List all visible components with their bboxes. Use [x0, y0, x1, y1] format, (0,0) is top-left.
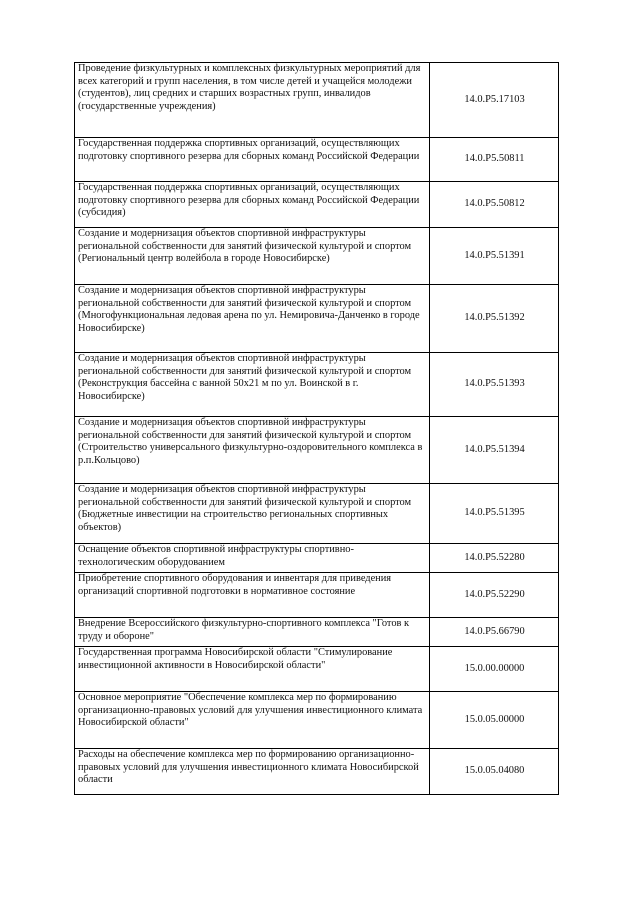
- expense-name-cell: Создание и модернизация объектов спортивной инфраструктуры региональной собственности для занятий физической культурой и спортом (Строительство универсального физкультурно-оздоровительного комплекса в р.п.Кольцово): [75, 417, 430, 484]
- table-row: [75, 484, 559, 544]
- table-row: [75, 544, 559, 573]
- expense-name-cell: Оснащение объектов спортивной инфраструктуры спортивно-технологическим оборудованием: [75, 544, 430, 573]
- expense-name-cell: Расходы на обеспечение комплекса мер по формированию организационно-правовых условий для улучшения инвестиционного климата Новосибирской области: [75, 749, 430, 795]
- target-code-cell: 14.0.P5.52280: [430, 544, 559, 573]
- table-row: [75, 618, 559, 647]
- target-code-cell: 14.0.P5.51393: [430, 353, 559, 417]
- expense-name-cell: Основное мероприятие "Обеспечение комплекса мер по формированию организационно-правовых условий для улучшения инвестиционного климата Новосибирской области": [75, 692, 430, 749]
- budget-classification-table: [74, 62, 559, 795]
- target-code-cell: 15.0.00.00000: [430, 647, 559, 692]
- target-code-cell: 15.0.05.00000: [430, 692, 559, 749]
- table-row: [75, 63, 559, 138]
- target-code-cell: 14.0.P5.52290: [430, 573, 559, 618]
- table-row: [75, 285, 559, 353]
- target-code-cell: 15.0.05.04080: [430, 749, 559, 795]
- target-code-cell: 14.0.P5.51395: [430, 484, 559, 544]
- expense-name-cell: Государственная программа Новосибирской области "Стимулирование инвестиционной активности в Новосибирской области": [75, 647, 430, 692]
- target-code-cell: 14.0.P5.50812: [430, 182, 559, 228]
- table-row: [75, 228, 559, 285]
- target-code-cell: 14.0.P5.51394: [430, 417, 559, 484]
- expense-name-cell: Внедрение Всероссийского физкультурно-спортивного комплекса "Готов к труду и обороне": [75, 618, 430, 647]
- target-code-cell: 14.0.P5.17103: [430, 63, 559, 138]
- expense-name-cell: Создание и модернизация объектов спортивной инфраструктуры региональной собственности для занятий физической культурой и спортом (Региональный центр волейбола в городе Новосибирске): [75, 228, 430, 285]
- expense-name-cell: Государственная поддержка спортивных организаций, осуществляющих подготовку спортивного резерва для сборных команд Российской Федерации (субсидия): [75, 182, 430, 228]
- expense-name-cell: Приобретение спортивного оборудования и инвентаря для приведения организаций спортивной подготовки в нормативное состояние: [75, 573, 430, 618]
- target-code-cell: 14.0.P5.66790: [430, 618, 559, 647]
- target-code-cell: 14.0.P5.50811: [430, 138, 559, 182]
- expense-name-cell: Государственная поддержка спортивных организаций, осуществляющих подготовку спортивного резерва для сборных команд Российской Федерации: [75, 138, 430, 182]
- expense-name-cell: Создание и модернизация объектов спортивной инфраструктуры региональной собственности для занятий физической культурой и спортом (Многофункциональная ледовая арена по ул. Немировича-Данченко в городе Новосибирске): [75, 285, 430, 353]
- table-body: [75, 63, 559, 795]
- table-row: [75, 353, 559, 417]
- table-row: [75, 749, 559, 795]
- expense-name-cell: Создание и модернизация объектов спортивной инфраструктуры региональной собственности для занятий физической культурой и спортом (Реконструкция бассейна с ванной 50x21 м по ул. Воинской в г. Новосибирске): [75, 353, 430, 417]
- table-row: [75, 647, 559, 692]
- table-row: [75, 417, 559, 484]
- target-code-cell: 14.0.P5.51391: [430, 228, 559, 285]
- table-row: [75, 573, 559, 618]
- table-row: [75, 138, 559, 182]
- expense-name-cell: Создание и модернизация объектов спортивной инфраструктуры региональной собственности для занятий физической культурой и спортом (Бюджетные инвестиции на строительство региональных спортивных объектов): [75, 484, 430, 544]
- table-row: [75, 182, 559, 228]
- expense-name-cell: Проведение физкультурных и комплексных физкультурных мероприятий для всех категорий и групп населения, в том числе детей и учащейся молодежи (студентов), лиц средних и старших возрастных групп, инвалидов (государственные учреждения): [75, 63, 430, 138]
- table-row: [75, 692, 559, 749]
- target-code-cell: 14.0.P5.51392: [430, 285, 559, 353]
